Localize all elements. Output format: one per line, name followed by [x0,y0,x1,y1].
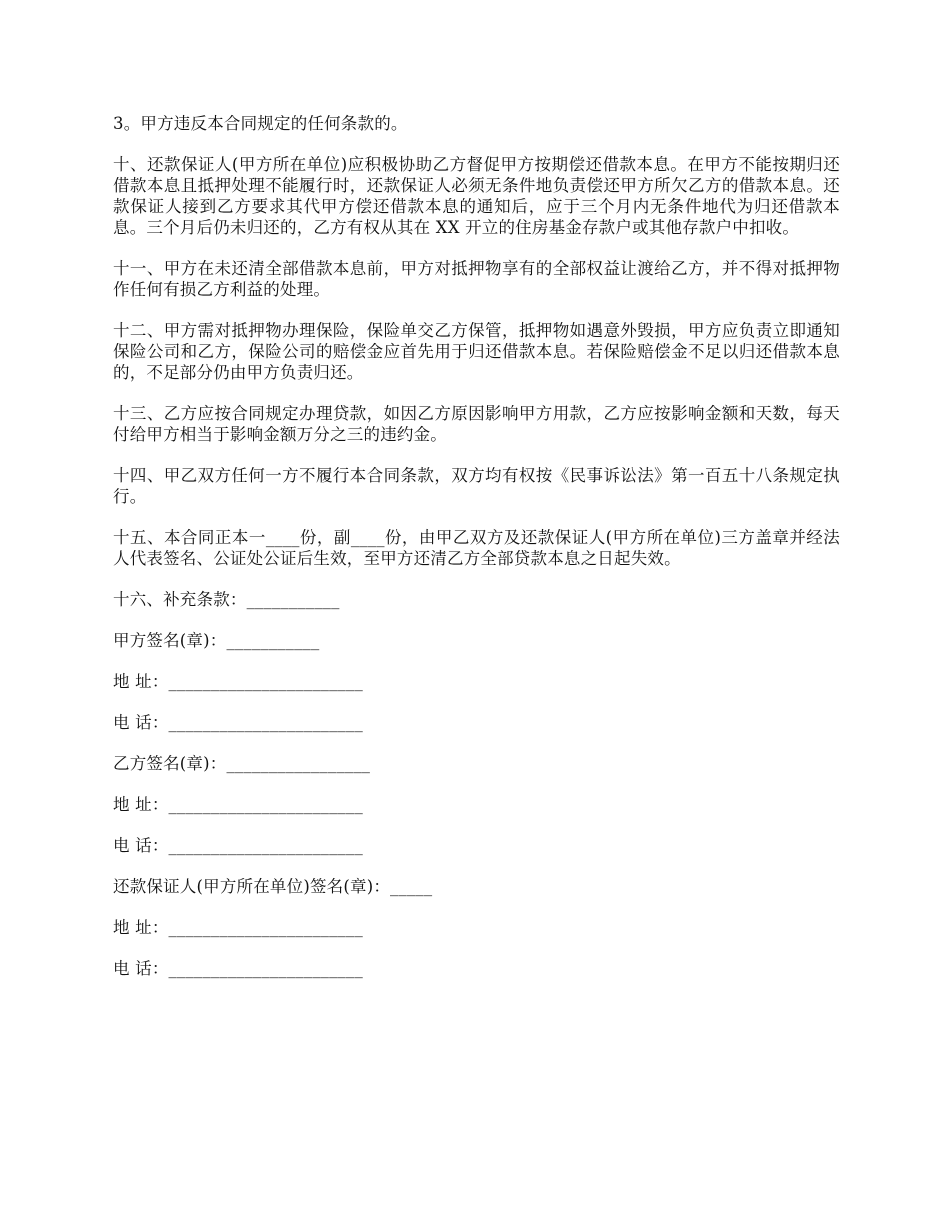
clause-13: 十三、乙方应按合同规定办理贷款，如因乙方原因影响甲方用款，乙方应按影响金额和天数，每天付给甲方相当于影响金额万分之三的违约金。 [113,404,840,444]
party-a-address: 地 址：_______________________ [113,672,363,691]
party-b-address: 地 址：_______________________ [113,795,363,814]
guarantor-phone: 电 话：_______________________ [113,959,363,978]
clause-10: 十、还款保证人(甲方所在单位)应积极协助乙方督促甲方按期偿还借款本息。在甲方不能按期归还借款本息且抵押处理不能履行时，还款保证人必须无条件地负责偿还甲方所欠乙方的借款本息。还款保证人接到乙方要求其代甲方偿还借款本息的通知后，应于三个月内无条件地代为归还借款本息。三个月后仍未归还的，乙方有权从其在 XX 开立的住房基金存款户或其他存款户中扣收。 [113,155,840,237]
document-body [113,113,840,999]
clause-14: 十四、甲乙双方任何一方不履行本合同条款，双方均有权按《民事诉讼法》第一百五十八条规定执行。 [113,466,840,506]
party-b-phone: 电 话：_______________________ [113,836,363,855]
clause-15: 十五、本合同正本一____份，副____份，由甲乙双方及还款保证人(甲方所在单位)三方盖章并经法人代表签名、公证处公证后生效，至甲方还清乙方全部贷款本息之日起失效。 [113,528,840,568]
clause-item-3: 3。甲方违反本合同规定的任何条款的。 [113,114,408,133]
supplementary-clause: 十六、补充条款：___________ [113,590,340,609]
clause-12: 十二、甲方需对抵押物办理保险，保险单交乙方保管，抵押物如遇意外毁损，甲方应负责立即通知保险公司和乙方，保险公司的赔偿金应首先用于归还借款本息。若保险赔偿金不足以归还借款本息的，不足部分仍由甲方负责归还。 [113,321,840,382]
party-b-signature: 乙方签名(章)：_________________ [113,754,371,773]
clause-11: 十一、甲方在未还清全部借款本息前，甲方对抵押物享有的全部权益让渡给乙方，并不得对抵押物作任何有损乙方利益的处理。 [113,259,840,299]
party-a-phone: 电 话：_______________________ [113,713,363,732]
guarantor-address: 地 址：_______________________ [113,918,363,937]
party-a-signature: 甲方签名(章)：___________ [113,631,320,650]
guarantor-signature: 还款保证人(甲方所在单位)签名(章)：_____ [113,877,433,896]
